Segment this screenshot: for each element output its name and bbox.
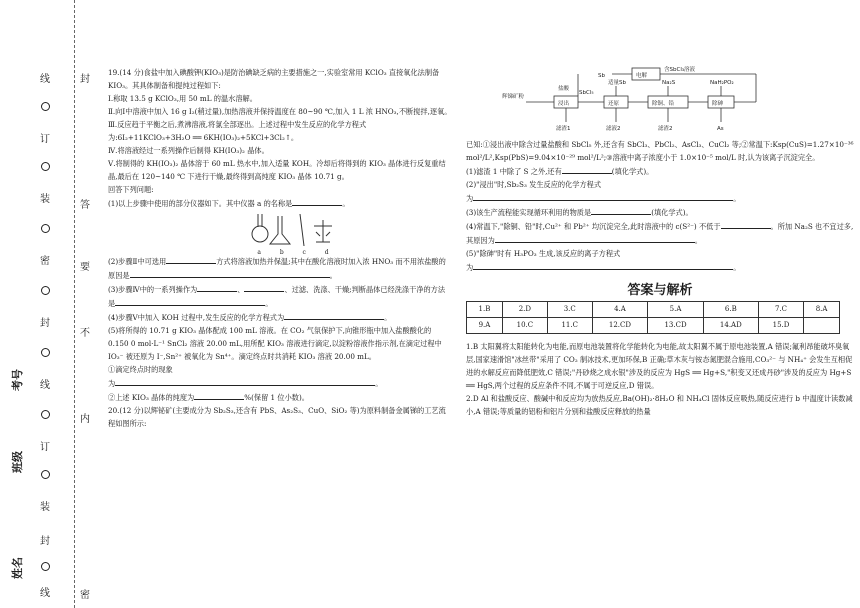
- exam-number-label: 考号: [11, 369, 24, 391]
- flow-label: Na₂S: [662, 80, 676, 86]
- question-20-4: (4)常温下,"除铜、铅"时,Cu²⁺ 和 Pb²⁺ 均沉淀完全,此时溶液中的 c(S²⁻) 不低于 。所加 Na₂S 也不宜过多,其原因为 。: [466, 219, 854, 247]
- apparatus-label: a: [257, 249, 261, 256]
- answer-key-table: [466, 301, 840, 334]
- table-cell: [804, 318, 840, 334]
- question-text: %(保留 1 位小数)。: [244, 393, 309, 402]
- question-19-3: (3)步骤Ⅳ中的一系列操作为 、 、过滤、洗涤、干燥;判断晶体已经洗涤干净的方法是 。: [108, 282, 452, 310]
- table-cell: 7.C: [758, 302, 803, 318]
- seal-label: 密: [80, 590, 90, 601]
- answer-blank[interactable]: [130, 268, 330, 278]
- notice-label: 要: [80, 262, 90, 273]
- seal-label: 封: [40, 536, 50, 547]
- apparatus-figure: [248, 212, 338, 256]
- question-19-5: (5)将所得的 10.71 g KIO₃ 晶体配成 100 mL 溶液。在 CO₂ 气氛保护下,向锥形瓶中加入盐酸酸化的 0.150 0 mol·L⁻¹ SnCl₂ 溶液 20.00 mL,用所配 KIO₃ 溶液进行滴定,以淀粉溶液作指示剂,在滴定过程中 IO₃⁻ 被还原为 I⁻,Sn²⁺ 被氧化为 Sn⁴⁺。滴定终点时共消耗 KIO₃ 溶液 20.00 mL。: [108, 326, 442, 361]
- process-flowchart: [466, 60, 854, 138]
- flow-label: 盐酸: [558, 86, 570, 92]
- question-text: 为: [466, 194, 474, 203]
- flowchart-drawing: [466, 60, 854, 138]
- answer-blank[interactable]: [194, 390, 244, 400]
- flow-label: 适量Sb: [608, 80, 626, 86]
- seal-label: 封: [80, 74, 90, 85]
- circle-icon: [38, 224, 52, 236]
- answer-blank[interactable]: [244, 282, 284, 292]
- question-text: 、过滤、洗涤、干燥;判断晶体已经洗涤干净的方法是: [108, 285, 446, 308]
- table-cell: 4.A: [592, 302, 648, 318]
- question-19-1: (1)以上步骤中使用的部分仪器如下。其中仪器 a 的名称是 。: [108, 196, 452, 210]
- outer-seal-labels: [38, 66, 52, 606]
- question-20-intro: 20.(12 分)以辉铋矿(主要成分为 Sb₂S₃,还含有 PbS、As₂S₃、CuO、SiO₂ 等)为原料制备金属锑的工艺流程如图所示:: [108, 406, 446, 428]
- answer-blank[interactable]: [284, 310, 384, 320]
- inner-seal-labels: [74, 66, 88, 606]
- flow-label: 含SbCl₃溶液: [664, 67, 696, 73]
- table-cell: 1.B: [467, 302, 503, 318]
- answer-blank[interactable]: [292, 196, 342, 206]
- question-text: (填化学式)。: [611, 167, 654, 176]
- circle-icon: [38, 102, 52, 114]
- table-cell: 14.AD: [703, 318, 758, 334]
- seal-label: 装: [40, 502, 50, 513]
- question-19-5-1-answer: 为 。: [108, 376, 452, 390]
- reaction-equation: 为:6I₂+11KClO₃+3H₂O ══ 6KH(IO₃)₂+5KCl+3Cl₂↑。: [108, 133, 299, 142]
- question-20-2-answer: 为 。: [466, 191, 854, 205]
- flow-label: SbCl₅: [579, 90, 594, 96]
- seal-label: 订: [40, 134, 50, 145]
- table-row: [467, 318, 840, 334]
- table-cell: 9.A: [467, 318, 503, 334]
- flow-label: 滤渣2: [658, 126, 673, 132]
- answer-blank[interactable]: [197, 282, 237, 292]
- circle-icon: [38, 410, 52, 422]
- circle-icon: [38, 286, 52, 298]
- flow-label: NaH₂PO₂: [710, 80, 734, 86]
- question-text: 方式将溶液加热并保温;其中在酸化溶液时加入浓 HNO₃ 而不用浓盐酸的原因是: [108, 257, 446, 280]
- conical-flask-icon: [270, 216, 290, 244]
- table-cell: 5.A: [648, 302, 704, 318]
- procedure-step-2: Ⅱ.向Ⅰ中溶液中加入 16 g I₂(稍过量),加热溶液并保持温度在 80~90 ℃,加入 1 L 浓 HNO₃,不断搅拌,逐氧。: [108, 107, 452, 116]
- table-cell: 8.A: [804, 302, 840, 318]
- question-19-4: (4)步骤Ⅴ中加入 KOH 过程中,发生反应的化学方程式为 。: [108, 310, 452, 324]
- flow-label: 还原: [608, 101, 620, 107]
- answer-blank[interactable]: [115, 296, 265, 306]
- seal-label: 线: [40, 380, 50, 391]
- flow-label: 电解: [636, 73, 648, 79]
- question-19-5-2: [108, 390, 452, 404]
- question-20-2: (2)"浸出"时,Sb₂S₃ 发生反应的化学方程式: [466, 180, 602, 189]
- question-text: 。所加 Na₂S 也不宜过多,其原因为: [466, 222, 854, 245]
- flow-label: 除铜、铅: [652, 101, 675, 107]
- table-cell: 10.C: [502, 318, 547, 334]
- table-cell: 12.CD: [592, 318, 648, 334]
- answer-blank[interactable]: [115, 376, 375, 386]
- seal-label: 订: [40, 442, 50, 453]
- procedure-step-4: Ⅳ.将溶液经过一系列操作后制得 KH(IO₃)₂ 晶体。: [108, 146, 269, 155]
- seal-label: 线: [40, 74, 50, 85]
- seal-label: 线: [40, 588, 50, 599]
- circle-icon: [38, 162, 52, 174]
- right-column: [466, 60, 854, 418]
- answer-blank[interactable]: [721, 219, 771, 229]
- flow-label: 滤渣1: [556, 126, 571, 132]
- question-text: 为: [108, 379, 116, 388]
- answer-intro: 回答下列问题:: [108, 185, 154, 194]
- question-19-intro: 19.(14 分)食盐中加入碘酸钾(KIO₃)是防治碘缺乏病的主要措施之一,实验室常用 KClO₃ 直接氧化法制备 KIO₃。其具体制备和提纯过程如下:: [108, 68, 440, 90]
- explanation-1: 1.B 太阳翼将太阳能转化为电能,而原电池装置将化学能转化为电能,故太阳翼不属于原电池装置,A 错误;氟利昂能破坏臭氧层,国家速滑馆"冰丝带"采用了 CO₂ 制冰技术,更加环保,B 正确;草木灰与铵态氮肥混合施用,CO₃²⁻ 与 NH₄⁺ 会发生互相促进的水解反应而降低肥效,C 错误;"丹砂烧之成水银"涉及的反应为 HgS ══ Hg+S,"积变又还成丹砂"涉及的反应为 Hg+S ══ HgS,两个过程的反应条件不同,不属于可逆反应,D 错误。: [466, 342, 853, 390]
- table-cell: 2.D: [502, 302, 547, 318]
- procedure-step-3: Ⅲ.反应趋于平衡之后,煮沸溶液,将氯全部逐出。上述过程中发生反应的化学方程式: [108, 120, 367, 129]
- answer-blank[interactable]: [166, 254, 216, 264]
- seal-label: 密: [40, 256, 50, 267]
- table-cell: 6.B: [703, 302, 758, 318]
- binding-margin: [0, 0, 96, 608]
- notice-label: 答: [80, 200, 90, 211]
- question-text: (3)该生产流程能实现循环利用的物质是: [466, 208, 592, 217]
- question-20-1: [466, 164, 854, 178]
- notice-label: 内: [80, 414, 90, 425]
- question-19-2: (2)步骤Ⅱ中可选用 方式将溶液加热并保温;其中在酸化溶液时加入浓 HNO₃ 而不用浓盐酸的原因是 。: [108, 254, 452, 282]
- question-20-3: [466, 205, 854, 219]
- question-text: (1)滤渣 1 中除了 S 之外,还有: [466, 167, 562, 176]
- question-text: (1)以上步骤中使用的部分仪器如下。其中仪器 a 的名称是: [108, 199, 293, 208]
- flow-label: As: [717, 126, 724, 132]
- table-row: [467, 302, 840, 318]
- seal-label: 封: [40, 318, 50, 329]
- student-name-label: 姓名: [11, 557, 24, 579]
- tripod-icon: [314, 220, 332, 242]
- question-text: (填化学式)。: [651, 208, 693, 217]
- procedure-step-1: Ⅰ.称取 13.5 g KClO₃,用 50 mL 的温水溶解。: [108, 94, 257, 103]
- circle-icon: [38, 348, 52, 360]
- question-20-5-answer: 为 。: [466, 260, 854, 274]
- question-text: 为: [466, 263, 474, 272]
- round-flask-icon: [252, 226, 268, 242]
- explanation-2: 2.D Al 和盐酸反应、酸碱中和反应均为放热反应,Ba(OH)₂·8H₂O 和 NH₄Cl 固体反应吸热,随反应进行 b 中温度计读数减小,A 错误;等质量的铝粉和铝片分别和盐酸反应释放的热量: [466, 394, 853, 416]
- question-text: (3)步骤Ⅳ中的一系列操作为: [108, 285, 198, 294]
- answer-blank[interactable]: [591, 205, 651, 215]
- apparatus-labels: [248, 246, 338, 259]
- seal-label: 装: [40, 194, 50, 205]
- question-text: (4)常温下,"除铜、铅"时,Cu²⁺ 和 Pb²⁺ 均沉淀完全,此时溶液中的 c(S²⁻) 不低于: [466, 222, 721, 231]
- class-label: 班级: [11, 451, 24, 473]
- apparatus-label: d: [324, 249, 329, 256]
- table-cell: 15.D: [758, 318, 803, 334]
- apparatus-label: c: [302, 249, 306, 256]
- question-text: (4)步骤Ⅴ中加入 KOH 过程中,发生反应的化学方程式为: [108, 313, 285, 322]
- question-19-5-1: ①滴定终点时的现象: [108, 365, 173, 374]
- known-conditions: 已知:①浸出液中除含过量盐酸和 SbCl₅ 外,还含有 SbCl₃、PbCl₂、AsCl₃、CuCl₂ 等;②常温下:Ksp(CuS)=1.27×10⁻³⁶ mol²/L²,Ksp(PbS)=9.04×10⁻²⁹ mol²/L²;③溶液中离子浓度小于 1.0×10⁻⁵ mol/L 时,认为该离子沉淀完全。: [466, 140, 854, 162]
- circle-icon: [38, 470, 52, 482]
- left-column: [108, 66, 452, 430]
- flow-label: Sb: [598, 73, 605, 79]
- flow-label: 辉锑矿粉: [502, 94, 525, 100]
- answer-blank[interactable]: [495, 233, 695, 243]
- question-text: (2)步骤Ⅱ中可选用: [108, 257, 167, 266]
- notice-label: 不: [80, 328, 90, 339]
- flow-label: 滤液2: [606, 126, 621, 132]
- table-cell: 11.C: [547, 318, 592, 334]
- procedure-step-5: Ⅴ.将制得的 KH(IO₃)₂ 晶体溶于 60 mL 热水中,加入适量 KOH。冷却后将得到的 KIO₃ 晶体进行反复重结晶,最后在 120~140 ℃ 下进行干燥,最终得到高纯度 KIO₃ 晶体 10.71 g。: [108, 159, 446, 181]
- question-20-5: (5)"除砷"时有 H₃PO₃ 生成,该反应的离子方程式: [466, 249, 621, 258]
- glass-rod-icon: [300, 214, 304, 246]
- flow-label: 除砷: [712, 101, 724, 107]
- question-text: ②上述 KIO₃ 晶体的纯度为: [108, 393, 195, 402]
- circle-icon: [38, 562, 52, 574]
- answer-blank[interactable]: [473, 260, 733, 270]
- table-cell: 13.CD: [648, 318, 704, 334]
- table-cell: 3.C: [547, 302, 592, 318]
- answer-blank[interactable]: [562, 164, 612, 174]
- answer-section-title: 答案与解析: [627, 283, 693, 298]
- flow-label: 浸出: [558, 101, 570, 107]
- apparatus-label: b: [279, 249, 284, 256]
- answer-blank[interactable]: [473, 191, 733, 201]
